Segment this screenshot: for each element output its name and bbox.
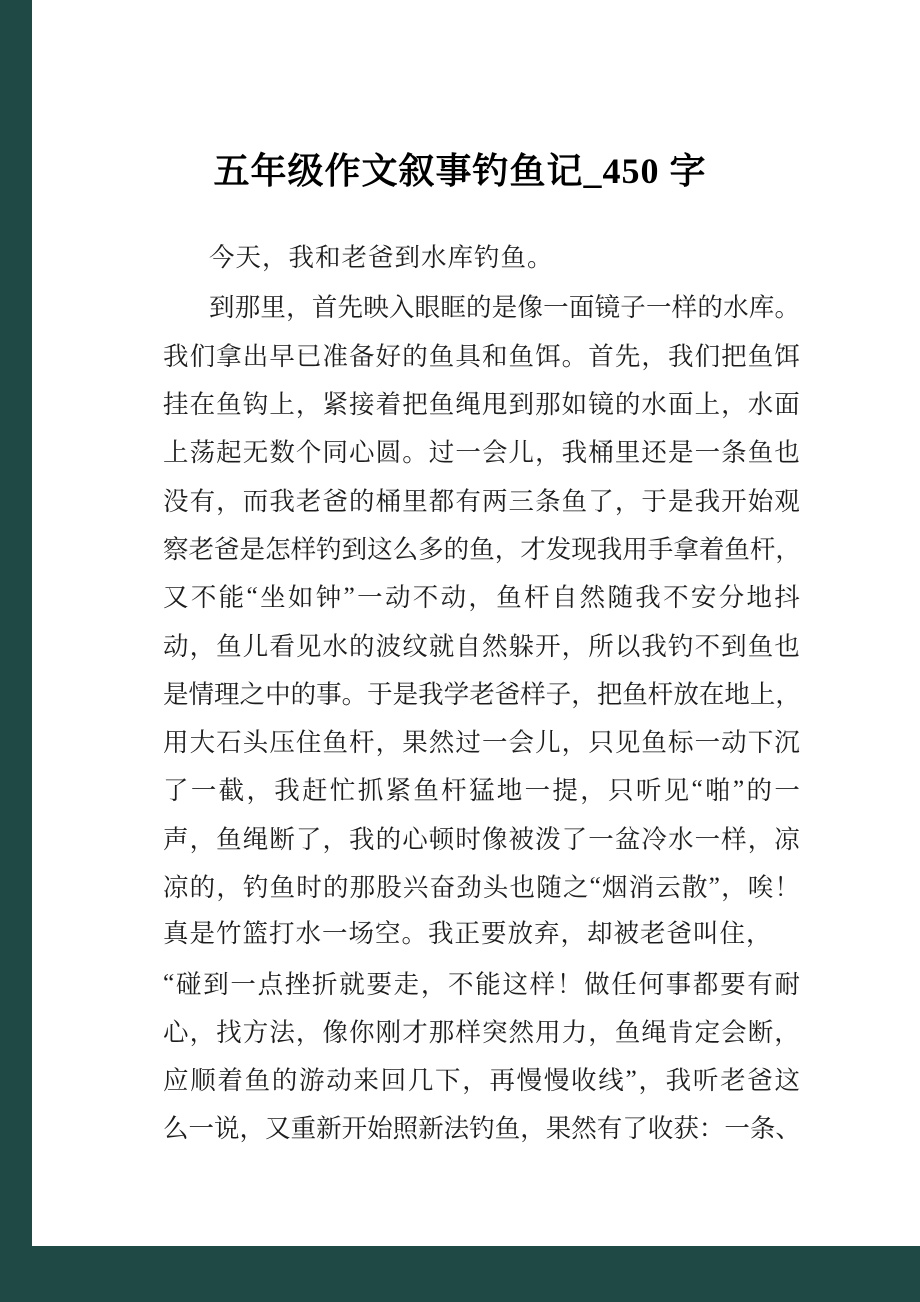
text-line: 真是竹篮打水一场空。我正要放弃，却被老爸叫住，: [163, 919, 773, 949]
text-line: “ 碰 到 一 点 挫 折 就 要 走 ， 不 能 这 样 ！ 做 任 何 事 都 要 有 耐: [163, 967, 800, 999]
text-line: 声 ， 鱼 绳 断 了 ， 我 的 心 顿 时 像 被 泼 了 一 盆 冷 水 一 样 ， 凉: [163, 824, 800, 854]
text-line: 动 ， 鱼 儿 看 见 水 的 波 纹 就 自 然 躲 开 ， 所 以 我 钓 不 到 鱼 也: [163, 631, 800, 661]
text-line: 到 那 里 ， 首 先 映 入 眼 眶 的 是 像 一 面 镜 子 一 样 的 水 库 。: [209, 293, 800, 323]
essay-body: [163, 234, 800, 1152]
text-line: 今天，我和老爸到水库钓鱼。: [209, 243, 554, 272]
text-line: 上 荡 起 无 数 个 同 心 圆 。 过 一 会 儿 ， 我 桶 里 还 是 一 条 鱼 也: [163, 438, 800, 468]
text-line: 心 ， 找 方 法 ， 像 你 刚 才 那 样 突 然 用 力 ， 鱼 绳 肯 定 会 断 ，: [163, 1017, 800, 1047]
text-line: 又 不 能 “ 坐 如 钟 ” 一 动 不 动 ， 鱼 杆 自 然 随 我 不 安 分 地 抖: [163, 581, 800, 613]
text-line: 用 大 石 头 压 住 鱼 杆 ， 果 然 过 一 会 儿 ， 只 见 鱼 标 一 动 下 沉: [163, 728, 800, 758]
text-line: 察 老 爸 是 怎 样 钓 到 这 么 多 的 鱼 ， 才 发 现 我 用 手 拿 着 鱼 杆 ，: [163, 534, 801, 564]
text-line: 挂 在 鱼 钩 上 ， 紧 接 着 把 鱼 绳 甩 到 那 如 镜 的 水 面 上 ， 水 面: [163, 390, 800, 420]
text-line: 凉 的 ， 钓 鱼 时 的 那 股 兴 奋 劲 头 也 随 之 “ 烟 消 云 散 ” ， 唉 ！: [163, 871, 800, 902]
essay-title: 五年级作文叙事钓鱼记_450 字: [213, 151, 707, 192]
text-line: 我 们 拿 出 早 已 准 备 好 的 鱼 具 和 鱼 饵 。 首 先 ， 我 们 把 鱼 饵: [163, 341, 800, 371]
left-edge-bar: [0, 0, 32, 1302]
text-line: 应 顺 着 鱼 的 游 动 来 回 几 下 ， 再 慢 慢 收 线 ” ， 我 听 老 爸 这: [163, 1064, 800, 1096]
text-line: 了 一 截 ， 我 赶 忙 抓 紧 鱼 杆 猛 地 一 提 ， 只 听 见 “ 啪 ” 的 一: [163, 774, 800, 806]
text-line: 是 情 理 之 中 的 事 。 于 是 我 学 老 爸 样 子 ， 把 鱼 杆 放 在 地 上 ，: [163, 679, 801, 709]
text-line: 么 一 说 ， 又 重 新 开 始 照 新 法 钓 鱼 ， 果 然 有 了 收 获 ： 一 条 、: [163, 1114, 801, 1144]
bottom-edge-bar: [0, 1246, 920, 1302]
text-line: 没 有 ， 而 我 老 爸 的 桶 里 都 有 两 三 条 鱼 了 ， 于 是 我 开 始 观: [163, 486, 800, 516]
